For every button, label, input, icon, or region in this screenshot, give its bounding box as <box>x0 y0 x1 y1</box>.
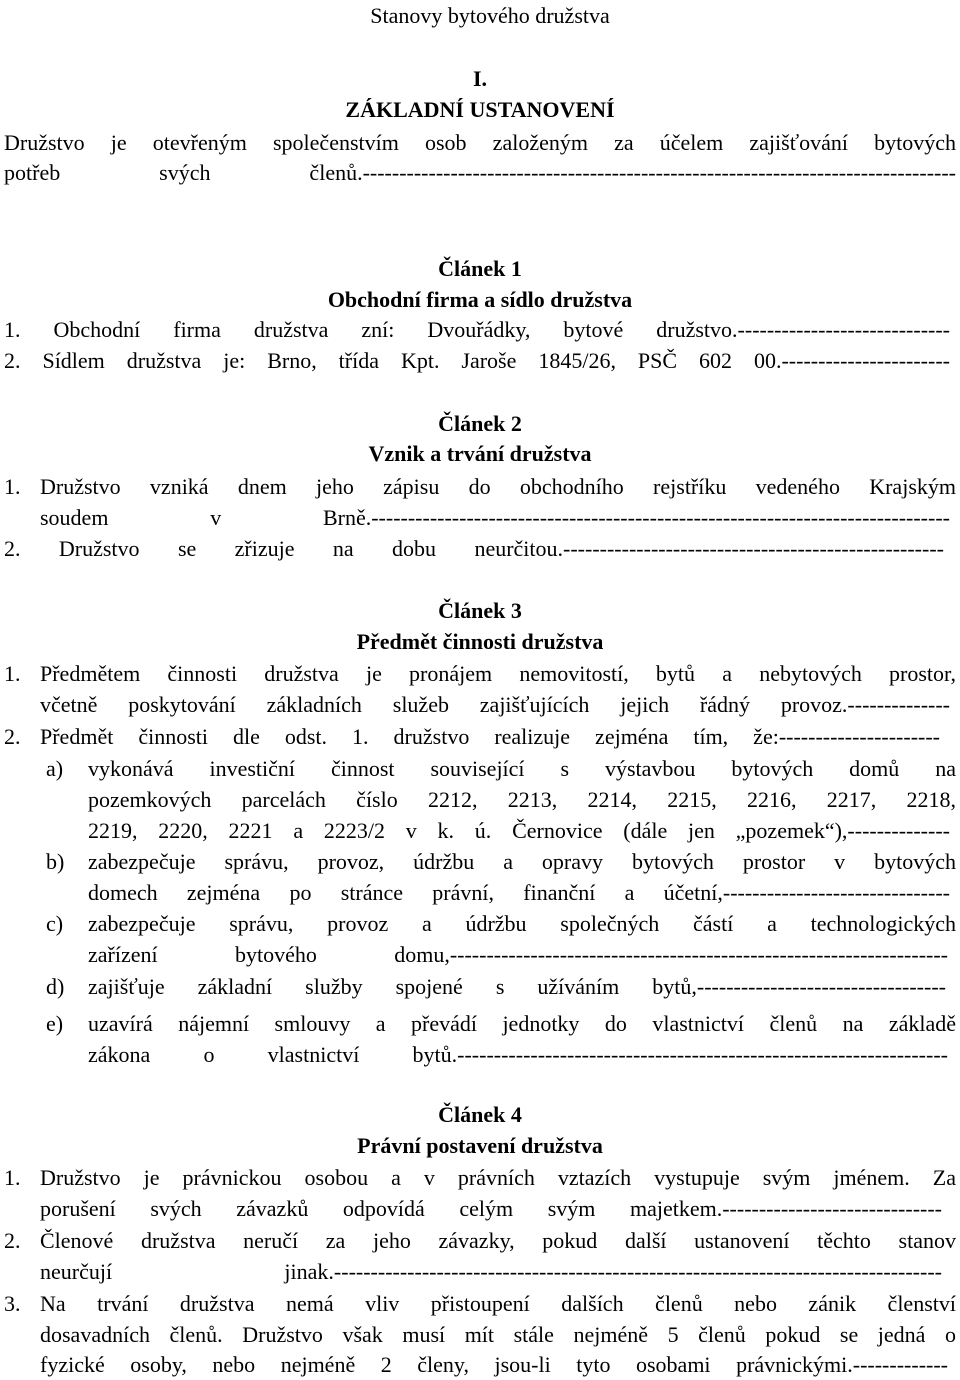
item-a-line-2: pozemkových parcelách číslo 2212, 2213, 2214, 2215, 2216, 2217, 2218, <box>88 787 956 812</box>
article-3-para-1-line-1: Předmětem činnosti družstva je pronájem nemovitostí, bytů a nebytových prostor, <box>40 661 956 686</box>
article-1-label: Článek 1 <box>438 256 522 281</box>
article-2-label: Článek 2 <box>438 411 522 436</box>
item-a-line-1: vykonává investiční činnost související s výstavbou bytových domů na <box>88 756 956 781</box>
article-4-para-1-number: 1. <box>4 1165 21 1190</box>
article-4-para-2-number: 2. <box>4 1228 21 1253</box>
article-4-para-2-line-1: Členové družstva neručí za jeho závazky, pokud další ustanovení těchto stanov <box>40 1228 956 1253</box>
article-4-para-1-line-2: porušení svých závazků odpovídá celým svým majetkem.------------------------------ <box>40 1196 942 1221</box>
item-e-line-2: zákona o vlastnictví bytů.------------------------------------------------------------------- <box>88 1042 948 1067</box>
part-heading: ZÁKLADNÍ USTANOVENÍ <box>345 97 615 122</box>
intro-line-1: Družstvo je otevřeným společenstvím osob založeným za účelem zajišťování bytových <box>4 130 956 155</box>
article-4-title: Právní postavení družstva <box>357 1133 603 1158</box>
article-2-para-1-line-2: soudem v Brně.------------------------------------------------------------------------------- <box>40 505 950 530</box>
document-title: Stanovy bytového družstva <box>370 3 610 28</box>
item-a-marker: a) <box>46 756 64 781</box>
article-3-label: Článek 3 <box>438 598 522 623</box>
article-4-para-2-line-2: neurčují jinak.----------------------------------------------------------------------------------- <box>40 1259 942 1284</box>
item-e-marker: e) <box>46 1011 64 1036</box>
article-4-para-3-line-1: Na trvání družstva nemá vliv přistoupení dalších členů nebo zánik členství <box>40 1291 956 1316</box>
article-3-para-2-line-1: Předmět činnosti dle odst. 1. družstvo realizuje zejména tím, že:---------------------- <box>40 724 940 749</box>
article-2-title: Vznik a trvání družstva <box>368 441 592 466</box>
item-d-line-1: zajišťuje základní služby spojené s užíváním bytů,---------------------------------- <box>88 974 946 999</box>
item-b-line-2: domech zejména po stránce právní, finanční a účetní,------------------------------- <box>88 880 950 905</box>
item-a-line-3: 2219, 2220, 2221 a 2223/2 v k. ú. Černovice (dále jen „pozemek“),-------------- <box>88 818 950 843</box>
article-4-para-1-line-1: Družstvo je právnickou osobou a v právních vztazích vystupuje svým jménem. Za <box>40 1165 956 1190</box>
article-2-para-1-number: 1. <box>4 474 21 499</box>
article-2-para-1-line-1: Družstvo vzniká dnem jeho zápisu do obchodního rejstříku vedeného Krajským <box>40 474 956 499</box>
article-1-para-1: 1. Obchodní firma družstva zní: Dvouřádky, bytové družstvo.----------------------------- <box>4 317 950 342</box>
intro-line-2: potřeb svých členů.--------------------------------------------------------------------------------- <box>4 160 956 185</box>
article-4-para-3-line-3: fyzické osoby, nebo nejméně 2 členy, jsou-li tyto osobami právnickými.------------- <box>40 1352 948 1377</box>
article-3-para-1-line-2: včetně poskytování základních služeb zajišťujících jejich řádný provoz.-------------- <box>40 692 950 717</box>
item-c-marker: c) <box>46 911 64 936</box>
item-b-marker: b) <box>46 849 65 874</box>
article-4-para-3-number: 3. <box>4 1291 21 1316</box>
article-4-para-3-line-2: dosavadních členů. Družstvo však musí mít stále nejméně 5 členů pokud se jedná o <box>40 1322 956 1347</box>
item-c-line-1: zabezpečuje správu, provoz a údržbu společných částí a technologických <box>88 911 956 936</box>
item-b-line-1: zabezpečuje správu, provoz, údržbu a opravy bytových prostor v bytových <box>88 849 956 874</box>
article-1-title: Obchodní firma a sídlo družstva <box>327 287 633 312</box>
article-4-label: Článek 4 <box>438 1102 522 1127</box>
article-3-para-1-number: 1. <box>4 661 21 686</box>
article-3-para-2-number: 2. <box>4 724 21 749</box>
article-1-para-2: 2. Sídlem družstva je: Brno, třída Kpt. Jaroše 1845/26, PSČ 602 00.----------------------- <box>4 348 950 373</box>
item-c-line-2: zařízení bytového domu,-------------------------------------------------------------------- <box>88 942 948 967</box>
item-e-line-1: uzavírá nájemní smlouvy a převádí jednotky do vlastnictví členů na základě <box>88 1011 956 1036</box>
article-2-para-2: 2. Družstvo se zřizuje na dobu neurčitou.---------------------------------------------------- <box>4 536 944 561</box>
item-d-marker: d) <box>46 974 65 999</box>
article-3-title: Předmět činnosti družstva <box>356 629 604 654</box>
part-numeral: I. <box>472 66 488 91</box>
